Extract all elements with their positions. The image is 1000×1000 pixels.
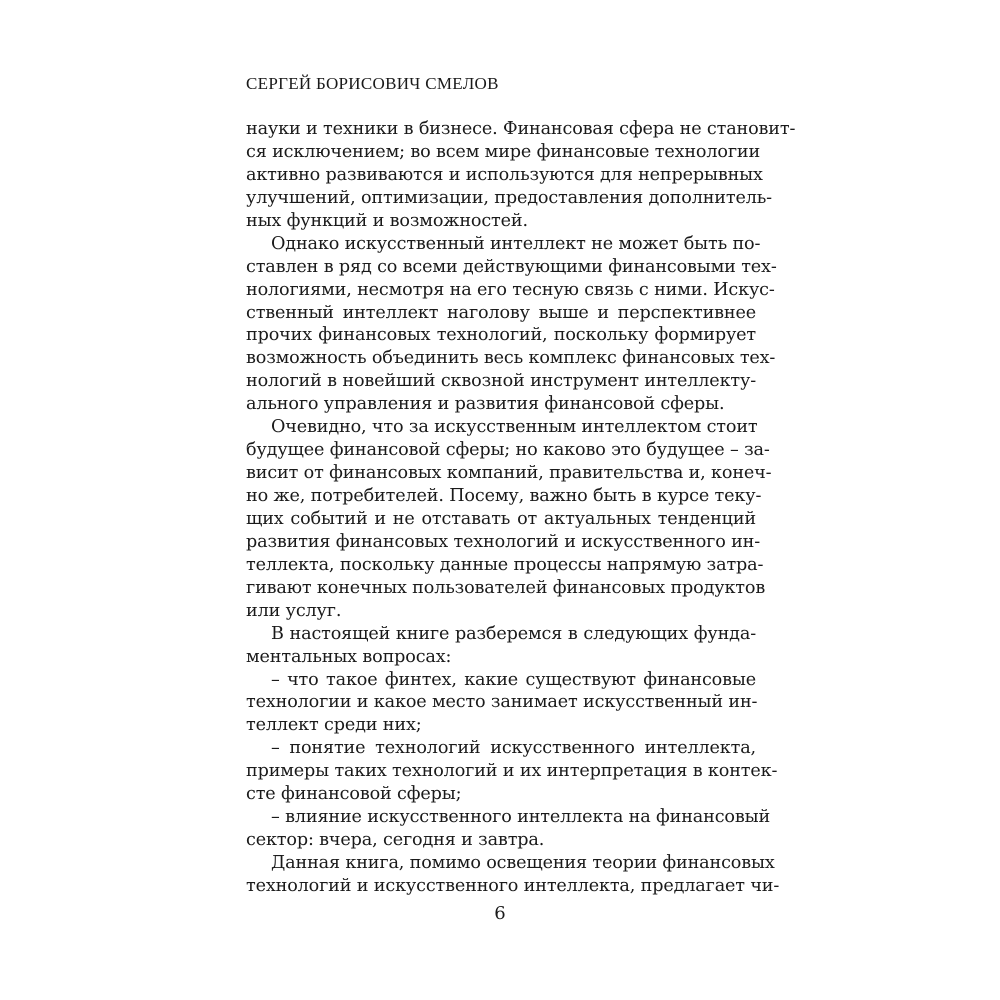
text-line: ных функций и возможностей. (246, 210, 528, 231)
list-item-line: сте финансовой сферы; (246, 784, 462, 805)
text-line: ального управления и развития финансовой сферы. (246, 394, 725, 415)
running-title: СЕРГЕЙ БОРИСОВИЧ СМЕЛОВ (246, 74, 499, 93)
text-line: щих событий и не отставать от актуальных тенденций (246, 508, 756, 529)
list-item-line: теллект среди них; (246, 715, 422, 736)
text-line: Однако искусственный интеллект не может быть по- (271, 233, 761, 254)
text-line: В настоящей книге разберемся в следующих фунда- (271, 623, 756, 644)
text-line: нологиями, несмотря на его тесную связь с ними. Искус- (246, 279, 775, 300)
text-line: ственный интеллект наголову выше и перспективнее (246, 302, 756, 323)
list-item-line: – что такое финтех, какие существуют финансовые (271, 669, 756, 690)
text-line: ся исключением; во всем мире финансовые технологии (246, 141, 761, 162)
text-line: ментальных вопросах: (246, 646, 452, 667)
text-line: технологий и искусственного интеллекта, предлагает чи- (246, 875, 780, 896)
text-line: будущее финансовой сферы; но каково это будущее – за- (246, 440, 770, 461)
list-item-line: примеры таких технологий и их интерпретация в контек- (246, 761, 778, 782)
text-line: ставлен в ряд со всеми действующими финансовыми тех- (246, 256, 777, 277)
text-line: но же, потребителей. Посему, важно быть в курсе теку- (246, 486, 762, 506)
list-item-line: – влияние искусственного интеллекта на финансовый (271, 807, 771, 828)
text-line: возможность объединить весь комплекс финансовых тех- (246, 348, 776, 369)
text-line: улучшений, оптимизации, предоставления дополнитель- (246, 187, 772, 208)
page-number: 6 (494, 903, 506, 924)
text-line: или услуг. (246, 600, 342, 621)
text-line: Очевидно, что за искусственным интеллектом стоит (271, 417, 758, 438)
text-line: Данная книга, помимо освещения теории финансовых (271, 853, 775, 873)
text-line: активно развиваются и используются для непрерывных (246, 164, 763, 185)
text-line: науки и техники в бизнесе. Финансовая сфера не становит- (246, 119, 796, 139)
text-line: прочих финансовых технологий, поскольку формирует (246, 325, 756, 346)
body-text (246, 118, 796, 898)
text-line: теллекта, поскольку данные процессы напрямую затра- (246, 554, 764, 575)
text-line: нологий в новейший сквозной инструмент интеллекту- (246, 371, 756, 392)
text-line: развития финансовых технологий и искусственного ин- (246, 531, 761, 552)
text-line: гивают конечных пользователей финансовых продуктов (246, 577, 766, 598)
list-item-line: – понятие технологий искусственного интеллекта, (271, 738, 756, 759)
text-line: висит от финансовых компаний, правительства и, конеч- (246, 463, 772, 484)
list-item-line: технологии и какое место занимает искусственный ин- (246, 692, 758, 713)
list-item-line: сектор: вчера, сегодня и завтра. (246, 830, 545, 851)
